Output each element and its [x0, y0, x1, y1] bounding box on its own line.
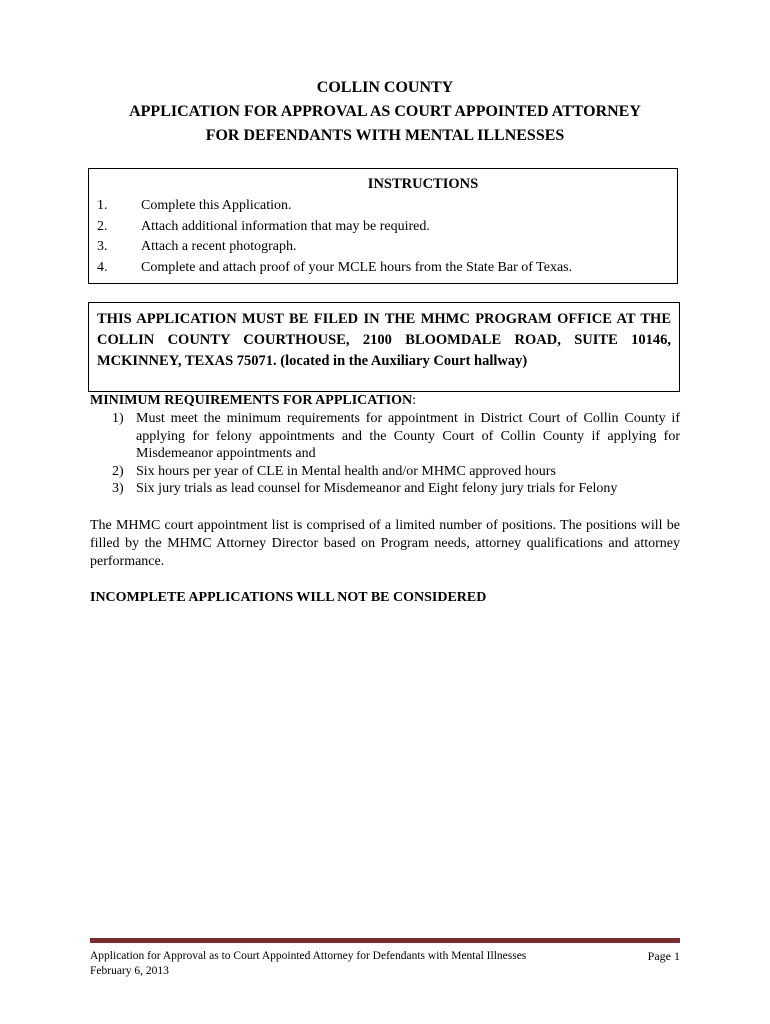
- requirement-text: Six hours per year of CLE in Mental health and/or MHMC approved hours: [136, 463, 556, 479]
- title-defendants: FOR DEFENDANTS WITH MENTAL ILLNESSES: [205, 127, 565, 144]
- instruction-text: Attach a recent photograph.: [141, 239, 297, 254]
- footer-divider: [90, 938, 680, 943]
- instruction-number: 1.: [97, 198, 108, 213]
- instructions-heading: INSTRUCTIONS: [367, 176, 479, 192]
- minimum-requirements-heading: [90, 392, 680, 410]
- footer-document-title: Application for Approval as to Court Appointed Attorney for Defendants with Mental Illnesses: [90, 950, 527, 962]
- instruction-text: Complete this Application.: [141, 198, 292, 213]
- filing-notice-box: [88, 302, 680, 392]
- footer-page-number: Page 1: [647, 949, 680, 963]
- requirement-text: Must meet the minimum requirements for appointment in District Court of Collin County if applying for felony appointments and the County Court of Collin County if applying for Misdemeanor appointments and: [136, 411, 680, 461]
- instruction-number: 4.: [97, 259, 108, 275]
- instruction-item: [89, 217, 677, 238]
- instructions-box: [88, 168, 678, 284]
- filing-notice-text: THIS APPLICATION MUST BE FILED IN THE MHMC PROGRAM OFFICE AT THE COLLIN COUNTY COURTHOUSE, 2100 BLOOMDALE ROAD, SUITE 10146, MCKINNEY, TEXAS 75071. (located in the Auxiliary Court hallway): [97, 311, 671, 369]
- document-title: [0, 76, 770, 148]
- requirement-number: 3): [112, 481, 124, 496]
- instruction-number: 2.: [97, 218, 108, 234]
- requirements-list: [90, 410, 680, 498]
- instructions-list: [89, 196, 677, 278]
- instruction-item: [89, 258, 677, 279]
- requirement-text: Six jury trials as lead counsel for Misdemeanor and Eight felony jury trials for Felony: [136, 481, 618, 496]
- instruction-item: [89, 196, 677, 217]
- instruction-item: [89, 237, 677, 258]
- footer-date: February 6, 2013: [90, 965, 169, 977]
- positions-paragraph: The MHMC court appointment list is comprised of a limited number of positions. The positions will be filled by the MHMC Attorney Director based on Program needs, attorney qualifications and attorney performance.: [90, 518, 680, 569]
- requirement-number: 1): [112, 411, 124, 426]
- instruction-number: 3.: [97, 239, 108, 254]
- minimum-requirements-section: [90, 392, 680, 498]
- minimum-requirements-heading-text: MINIMUM REQUIREMENTS FOR APPLICATION: [90, 393, 413, 408]
- page-footer: [90, 949, 680, 979]
- instruction-text: Attach additional information that may be required.: [141, 218, 430, 234]
- requirement-item: [90, 463, 680, 481]
- title-application: APPLICATION FOR APPROVAL AS COURT APPOINTED ATTORNEY: [129, 103, 641, 120]
- heading-colon: :: [412, 393, 417, 408]
- incomplete-applications-notice: INCOMPLETE APPLICATIONS WILL NOT BE CONSIDERED: [90, 590, 487, 605]
- requirement-item: [90, 410, 680, 463]
- requirement-number: 2): [112, 463, 124, 479]
- title-county: COLLIN COUNTY: [316, 79, 454, 96]
- instruction-text: Complete and attach proof of your MCLE hours from the State Bar of Texas.: [141, 259, 573, 275]
- requirement-item: [90, 480, 680, 498]
